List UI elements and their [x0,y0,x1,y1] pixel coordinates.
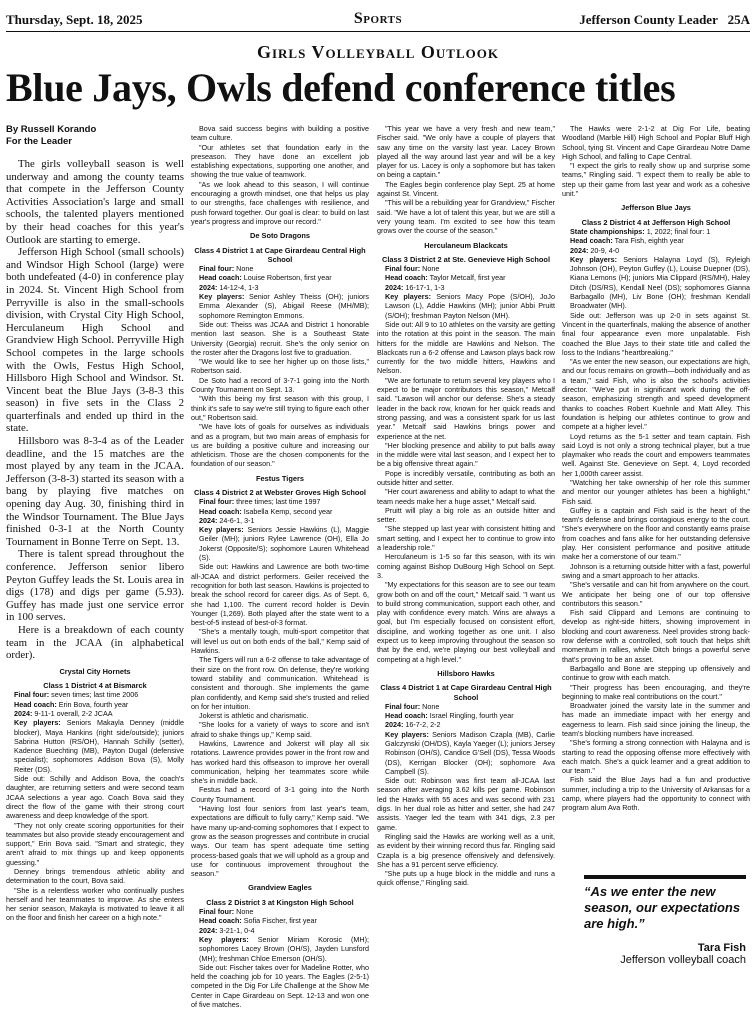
record-2024-value: 3-21-1, 0-4 [219,925,255,935]
team-paragraph: The Tigers will run a 6-2 offense to take advantage of their size on the front row. On defense, they're working toward stability and communication. Whitehead is consistent and thorough. She implements the game plan confidently, and Kemp said she's trusted and relied on for her intuition. [191,655,369,711]
key-players [377,292,555,320]
lede-paragraph: The girls volleyball season is well underway and among the county teams that compete in the Jefferson County Activities Association's large and small schools, the talented players mentioned by their head coaches for this year's Outlook are starting to emerge. [6,158,184,246]
key-players-value: Seniors Macy Pope (S/OH), JoJo Lawson (L), Addie Hawkins (MH); junior Abbi Pruitt (S/OH); freshman Payton Nelson (MH). [385,292,556,320]
team-herc [377,241,555,664]
final-four-value: None [236,907,254,917]
team-paragraph: De Soto had a record of 3-7-1 going into the North County Tournament on Sept. 13. [191,375,369,395]
team-paragraph: "As we enter the new season, our expectations are high, and our focus remains on growth—both individually and as a team," said Fish, who is also the school's activities director. "We've put in significant work during the off-season, emphasizing strength and speed development thanks to coaches Robert Kuehnle and Matt Alley. This foundation is helping our athletes continue to grow and compete at a higher level." [562,357,750,432]
head-coach-label: Head coach: [14,699,57,709]
head-coach [191,507,369,516]
team-district: Class 3 District 2 at Ste. Genevieve High School [382,254,550,264]
key-players [6,718,184,774]
team-paragraph: The Eagles begin conference play Sept. 25 at home against St. Vincent. [377,179,555,199]
team-paragraph: Pope is incredibly versatile, contributing as both an outside hitter and setter. [377,468,555,487]
head-coach-value: Israel Ringling, fourth year [429,711,514,721]
team-name: Jefferson Blue Jays [621,203,691,213]
final-four-value: None [236,264,254,274]
team-paragraph: "Her court awareness and ability to adapt to what the team needs make her a huge asset," Metcalf said. [377,487,555,506]
team-jefferson [562,203,750,812]
pull-quote [584,875,746,966]
team-paragraph: "Their progress has been encouraging, and they're beginning to make real contributions on the court." [562,682,750,701]
record-2024-label: 2024: [385,720,404,730]
record-2024 [377,283,555,292]
final-four-value: None [422,264,440,274]
byline [6,124,184,148]
section-name: Sports [353,10,403,27]
record-2024-label: 2024: [14,708,33,718]
state-championships [562,227,750,236]
team-paragraph: "She's a mentally tough, multi-sport competitor that will level us out on both ends of the ball," Kemp said of Hawkins. [191,627,369,656]
team-name: De Soto Dragons [250,231,310,241]
head-coach-label: Head coach: [570,236,613,246]
team-district: Class 4 District 1 at Cape Girardeau Central High School [380,683,552,702]
team-paragraph: Side out: Schilly and Addison Bova, the coach's daughter, are returning setters and were second team JCAA selections a year ago. Coach Bova said they direct the flow of the game with their strong court awareness and deep knowledge of the sport. [6,774,184,821]
key-players-label: Key players: [14,718,61,728]
lede-paragraph: Hillsboro was 8-3-4 as of the Leader deadline, and the 15 matches are the most played by any team in the JCAA. Jefferson (3-8-3) started its season with a bang by playing five matches on opening day Aug. 30, finishing third in the Windsor Tournament. The Blue Jays finished 0-3-1 at the North County Tournament in Bonne Terre on Sept. 13. [6,435,184,548]
key-players [191,292,369,320]
final-four-label: Final four: [385,264,421,274]
team-paragraph: "Her blocking presence and ability to put balls away in the middle were vital last season, and I expect her to be a big offensive threat again." [377,440,555,469]
team-paragraph: "I expect the girls to really show up and surprise some teams," Ringling said. "I expect them to really be able to step up their game from last year and work as a cohesive unit." [562,161,750,199]
record-2024-value: 14-12-4, 1-3 [219,282,259,292]
lede-paragraph: Jefferson High School (small schools) and Windsor High School (large) were both undefeated (4-0) in conference play in 2024. St. Vincent High School from Perryville is also in the small-schools division, with Crystal City High School, Herculaneum High School and Grandview High School. Perryville High School competes in the large schools with the Owls, Festus High School, Hillsboro High School and Windsor. St. Vincent beat the Blue Jays (3-8-3 this season) in five sets in the Class 2 quarterfinals and ended up third in the state. [6,246,184,435]
final-four-label: Final four: [199,264,235,274]
team-paragraph: "She's versatile and can hit from anywhere on the court. We anticipate her being one of our top offensive contributors this season." [562,580,750,608]
hillsboro-continued [562,124,750,198]
team-grandview [191,883,369,1009]
column-2 [191,124,370,1009]
team-paragraph: "She looks for a variety of ways to score and isn't afraid to shake things up," Kemp said. [191,720,369,739]
team-paragraph: "She is a relentless worker who continually pushes herself and her teammates to improve. As she enters her senior season, Makayla is motivated to leave it all on the floor and finish her career on a high note." [6,885,184,923]
team-crystal [6,667,184,923]
team-paragraph: "She puts up a huge block in the middle and runs a quick offense," Ringling said. [377,869,555,888]
head-coach-label: Head coach: [385,273,428,283]
team-paragraph: Festus had a record of 3-1 going into the North County Tournament. [191,785,369,804]
page-number: 25A [727,12,750,27]
team-district: Class 4 District 2 at Webster Groves High School [194,487,366,497]
column-3 [377,124,555,974]
key-players-label: Key players: [199,934,249,944]
key-players-value: Seniors Makayla Denney (middle blocker), Maya Hankins (right side/outside); juniors Sabrina Hutton (RS/OH), Hannah Schilly (setter), Kadence Buechting (MB), Payton Dugal (defensive specialist); sophomores Addison Bova (S), Molly Reiter (DS). [14,718,185,774]
page-header [6,8,750,32]
team-paragraph: Pruitt will play a big role as an outside hitter and setter. [377,505,555,525]
team-paragraph: The Hawks were 2-1-2 at Dig For Life, beating Woodland (Marble Hill) High School and Poplar Bluff High School, tying St. Vincent and Cape Girardeau Notre Dame High School, and falling to Cape Central. [562,124,750,161]
final-four-value: three times; last time 1997 [236,497,321,507]
final-four-label: Final four: [199,497,235,507]
paper-name: Jefferson County Leader [579,12,718,27]
team-paragraph: Fish said Clippard and Lemons are continuing to develop as right-side hitters, showing improvement in blocking and court awareness. Neel provides strong back-row defense with a controlled, soft touch that helps shift momentum in rallies, while Ditch brings a powerful serve that's proving to be an asset. [562,608,750,664]
team-festus [191,474,369,879]
team-paragraph: Broadwater joined the varsity late in the summer and has made an immediate impact with her energy and eagerness to learn. Fish said since joining the lineup, the team's blocking numbers have increased. [562,701,750,738]
team-paragraph: "We would like to see her higher up on those lists," Robertson said. [191,357,369,376]
record-2024-value: 16-7-2, 2-2 [405,720,441,730]
team-paragraph: "Watching her take ownership of her role this summer and mentor our younger athletes has been a highlight," Fish said. [562,477,750,506]
record-2024-label: 2024: [199,282,218,292]
lede-paragraph: There is talent spread throughout the conference. Jefferson senior libero Peyton Guffey leads the St. Louis area in digs (178) and digs per game (5.93). Guffey has made just one service error in 100 serves. [6,548,184,624]
column-4 [562,124,750,869]
crystal-continued [191,124,369,226]
head-coach [377,711,555,720]
team-name: Hillsboro Hawks [437,668,495,678]
head-coach [191,916,369,925]
team-district: Class 1 District 4 at Bismarck [43,681,147,691]
record-2024 [377,720,555,729]
final-four [191,264,369,273]
key-players-value: Seniors Madison Czapla (MB), Carlie Galczynski (OH/DS), Kayla Yaeger (L); juniors Jersey Robinson (OH/S), Candice G'Sell (DS), Tessa Woods (DS), Kerrigan Blocker (OH); sophomore Ava Campbell (S). [385,729,555,776]
pull-quote-role: Jefferson volleyball coach [620,954,746,966]
team-paragraph: "We have lots of goals for ourselves as individuals and as a program, but two main areas of emphasis for us are building a positive culture and increasing our athleticism. Those are the chosen components for the foundation of our season." [191,422,369,469]
team-paragraph: "She stepped up last year with consistent hitting and smart setting, and I expect her to continue to grow into a leadership role." [377,524,555,553]
final-four-label: Final four: [14,690,50,700]
key-players-label: Key players: [385,292,431,302]
team-paragraph: Side out: All 9 to 10 athletes on the varsity are getting into the rotation at this point in the season. The main hitters for the middle are Hawkins and Nelson. The Blackcats run a 6-2 offense and Lawson plays back row currently for the two middle hitters, Hawkins and Nelson. [377,319,555,376]
team-paragraph: "Having lost four seniors from last year's team, expectations are difficult to fully carry," Kemp said. "We have many up-and-coming sophomores that I expect to grow as the season progresses and contribute in crucial ways. Our team has spent adequate time setting process-based goals that we will uphold as a group and use for continuous improvement throughout the season." [191,804,369,879]
key-players-label: Key players: [199,292,245,302]
author-affiliation: For the Leader [6,136,72,147]
key-players [377,730,555,776]
final-four-label: Final four: [385,701,421,711]
team-paragraph: "As we look ahead to this season, I will continue encouraging a growth mindset, one that helps us play to our strengths, face challenges with resilience, and push forward together. Our goal is clear: to build on last year's progress and improve our record." [191,179,369,226]
key-players-value: Seniors Halayna Loyd (S), Ryleigh Johnson (OH), Peyton Guffey (L), Louise Duepner (DS), Kiana Lemons (H); juniors Mia Clippard (RS/MH), Haley Ditch (DS/RS), Kendall Neel (DS); sophomores Gianna Barbagallo (MH), Liv Bone (OH); freshman Kendall Broadwater (MH). [570,254,750,311]
head-coach-value: Louise Robertson, first year [243,273,332,283]
team-paragraph: Side out: Robinson was first team all-JCAA last season after averaging 3.62 kills per game. Robinson led the Hawks with 55 aces and was second with 231 digs. In her dual role as hitter and setter, she had 247 assists. Yaeger led the team with 341 digs, 2.3 per game. [377,776,555,832]
team-paragraph: "This year we have a very fresh and new team," Fischer said. "We only have a couple of players that saw any time on the varsity last year. Lacey Brown played all the way around last year and will be a key player for us. Lacey is only a sophomore but has taken on being a captain." [377,124,555,180]
head-coach [191,273,369,282]
record-2024 [191,516,369,525]
state-championships-value: 1, 2022; final four: 1 [646,226,711,236]
final-four [6,690,184,699]
key-players-label: Key players: [385,729,429,739]
author: By Russell Korando [6,124,97,135]
key-players-label: Key players: [199,525,244,535]
record-2024-label: 2024: [199,515,218,525]
team-paragraph: Bova said success begins with building a positive team culture. [191,124,369,143]
head-coach [562,236,750,245]
team-paragraph: "My expectations for this season are to see our team grow both on and off the court," Metcalf said. "I want us to build strong communication, support each other, and play with confidence every match. Wins are always a goal, but I'm especially focused on consistent effort, discipline, and working together as one unit. I also expect us to keep improving throughout the season so that by the end, we're playing our best volleyball and competing at a high level." [377,580,555,664]
record-2024 [191,283,369,292]
head-coach-label: Head coach: [199,273,242,283]
team-paragraph: "This will be a rebuilding year for Grandview," Fischer said. "We have a lot of talent this year, but we are still a very young team. I'm excited to see how this team grows over the course of the season." [377,198,555,236]
lede-paragraph: Here is a breakdown of each county team in the JCAA (in alphabetical order). [6,623,184,662]
team-paragraph: Side out: Jefferson was up 2-0 in sets against St. Vincent in the quarterfinals, making the absence of another final four appearance even more unpalatable. Fish coached the Blue Jays to their state title and called the loss to the Indians "heartbreaking." [562,310,750,357]
head-coach [6,700,184,709]
team-paragraph: Jokerst is athletic and charismatic. [199,711,309,721]
record-2024 [562,246,750,255]
team-paragraph: Hawkins, Lawrence and Jokerst will play all six rotations. Lawrence provides power in the front row and has worked hard this offseason to improve her overall communication, helping her teammates score while she's in middle back. [191,739,369,786]
record-2024-label: 2024: [385,282,404,292]
team-paragraph: Guffey is a captain and Fish said is the heart of the team's defense and brings contagious energy to the court. "She's everywhere on the floor and constantly earns praise from coaches and fans alike for her outstanding defensive play. Her consistent performance and positive attitude make her a cornerstone of our team." [562,505,750,562]
key-players-value: Senior Miriam Korosic (MH); sophomores Lacey Brown (OH/S), Jayden Lunsford (MH); freshman Chloe Emerson (OH/S). [199,934,369,963]
head-coach-label: Head coach: [199,916,242,926]
team-district: Class 4 District 1 at Cape Girardeau Central High School [194,245,366,264]
team-paragraph: "Our athletes set that foundation early in the preseason. They have done an excellent job establishing expectations, supporting one another, and showing the true value of teamwork. [191,142,369,180]
key-players [562,255,750,311]
key-players [191,935,369,963]
header-rule [6,31,750,32]
final-four-value: None [422,701,440,711]
record-2024-label: 2024: [570,245,589,255]
final-four [377,702,555,711]
pull-quote-text: “As we enter the new season, our expectations are high.” [584,884,741,931]
record-2024 [191,926,369,935]
key-players-label: Key players: [570,254,617,264]
team-name: Crystal City Hornets [59,666,131,676]
key-players [191,525,369,562]
key-players-value: Seniors Jessie Hawkins (L), Maggie Geiler (MH); juniors Rylee Lawrence (OH), Ella Jo Jokerst (Opposite/S); sophomore Lauren Whitehead (S). [199,525,370,563]
team-paragraph: Johnson is a returning outside hitter with a fast, powerful swing and a smart approach to her attacks. [562,561,750,580]
state-championships-label: State championships: [570,226,645,236]
grandview-continued [377,124,555,236]
lede [6,158,184,662]
team-paragraph: Side out: Hawkins and Lawrence are both two-time all-JCAA and district performers. Geiler received the recognition for both last season. Hawkins is projected to break the school record for career digs. As of Sept. 6, she had 1,100. The current record holder is Devin Younger (1,269). Both played after the state went to a best-of-5 instead of best-of-3 format. [191,562,369,628]
team-paragraph: "With this being my first season with this group, I think it's safe to say we're still trying to figure each other out," Robertson said. [191,394,369,422]
issue-date: Thursday, Sept. 18, 2025 [6,12,143,27]
team-district: Class 2 District 4 at Jefferson High School [581,217,731,227]
column-1 [6,124,184,974]
team-paragraph: Fish said the Blue Jays had a fun and productive summer, including a trip to the University of Arkansas for a camp, where players had the opportunity to connect with program alum Ava Roth. [562,775,750,813]
team-paragraph: "She's forming a strong connection with Halayna and is starting to read the opposing offense more effectively with each match. She's a quick learner and a great addition to our team." [562,738,750,776]
record-2024-label: 2024: [199,925,218,935]
head-coach-label: Head coach: [385,711,428,721]
final-four [191,497,369,506]
team-name: Festus Tigers [256,473,304,483]
team-paragraph: Loyd returns as the 5-1 setter and team captain. Fish said Loyd is not only a strong technical player, but a true playmaker who reads the court and empowers teammates well. Against Ste. Genevieve on Sept. 4, Loyd recorded her 1,000th career assist. [562,431,750,478]
team-desoto [191,231,369,468]
head-coach-value: Tara Fish, eighth year [614,236,684,246]
team-name: Grandview Eagles [248,883,312,893]
headline: Blue Jays, Owls defend conference titles [6,65,676,110]
head-coach-value: Erin Bova, fourth year [58,699,129,709]
paper-page [579,12,750,28]
record-2024-value: 16-17-1, 1-3 [405,282,445,292]
head-coach-value: Isabella Kemp, second year [243,506,333,516]
final-four [377,264,555,273]
pull-quote-rule [584,875,746,879]
team-paragraph: "They not only create scoring opportunities for their teammates but also provide steady encouragement and support," Erin Bova said. "Smart and strategic, they aren't afraid to mix things up and keep opponents guessing." [6,820,184,867]
team-district: Class 2 District 3 at Kingston High School [206,897,354,907]
key-players-value: Senior Ashley Theiss (OH); juniors Emma Alexander (S), Abigail Reese (MH/MB); sophomore Remington Emmons. [199,292,370,320]
head-coach [377,273,555,282]
team-name: Herculaneum Blackcats [424,240,508,250]
team-paragraph: Herculaneum is 1-5 so far this season, with its win coming against Bishop DuBourg High School on Sept. 3. [377,552,555,580]
kicker: Girls Volleyball Outlook [256,42,499,62]
final-four-value: seven times; last time 2006 [51,690,139,700]
head-coach-value: Taylor Metcalf, first year [429,273,506,283]
team-paragraph: Ringling said the Hawks are working well as a unit, as evident by their winning record thus far. Ringling said Czapla is a big presence offensively and defensively. She has a 91 percent serve efficiency. [377,831,555,869]
record-2024 [6,709,184,718]
team-paragraph: "We are fortunate to return several key players who I expect to be major contributors this season," Metcalf said. "Lawson will anchor our defense. She's a steady leader in the back row, known for her quick reads and strong passing, and was a consistent spark for us last year." Metcalf said Hawkins brings power and experience at the net. [377,375,555,441]
team-paragraph: Side out: Fischer takes over for Madeline Rotter, who held the coaching job for 10 years. The Eagles (2-5-1) competed in the Dig For Life Challenge at the Show Me Center in Cape Girardeau on Sept. 12-13 and won one of five matches. [191,962,369,1009]
record-2024-value: 24-6-1, 3-1 [219,515,255,525]
record-2024-value: 20-9, 4-0 [590,245,620,255]
team-hillsboro [377,669,555,888]
head-coach-value: Sofia Fischer, first year [243,916,317,926]
head-coach-label: Head coach: [199,506,242,516]
final-four-label: Final four: [199,907,235,917]
final-four [191,907,369,916]
pull-quote-name: Tara Fish [697,942,746,954]
team-paragraph: Barbagallo and Bone are stepping up offensively and continue to grow with each match. [562,663,750,683]
record-2024-value: 9-11-1 overall, 2-2 JCAA [34,708,113,718]
team-paragraph: Denney brings tremendous athletic ability and determination to the court, Bova said. [6,866,184,886]
team-paragraph: Side out: Theiss was JCAA and District 1 honorable mention last season. She is a Southeast State University (Georgia) recruit. She's the only senior on the roster after the Dragons lost five to graduation. [191,319,369,357]
